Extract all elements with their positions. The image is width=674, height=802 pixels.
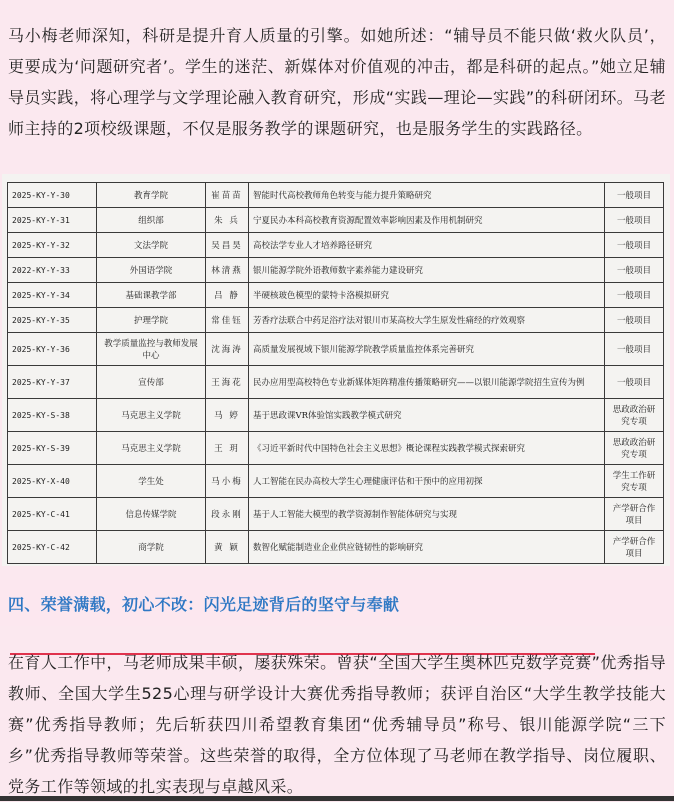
table-row bbox=[8, 233, 664, 258]
cell-dept: 护理学院 bbox=[97, 308, 206, 333]
cell-type: 学生工作研究专项 bbox=[605, 465, 664, 498]
cell-code: 2025-KY-Y-36 bbox=[8, 333, 97, 366]
table-row bbox=[8, 432, 664, 465]
table-row bbox=[8, 366, 664, 399]
cell-dept: 宣传部 bbox=[97, 366, 206, 399]
cell-name: 马小梅 bbox=[206, 465, 249, 498]
table-row bbox=[8, 333, 664, 366]
cell-title: 基于思政课VR体验馆实践教学模式研究 bbox=[249, 399, 605, 432]
cell-code: 2022-KY-Y-33 bbox=[8, 258, 97, 283]
cell-name: 王海花 bbox=[206, 366, 249, 399]
cell-name: 崔苗苗 bbox=[206, 183, 249, 208]
cell-title: 高质量发展视域下银川能源学院教学质量监控体系完善研究 bbox=[249, 333, 605, 366]
cell-type: 一般项目 bbox=[605, 308, 664, 333]
cell-name: 王 玥 bbox=[206, 432, 249, 465]
cell-type: 一般项目 bbox=[605, 183, 664, 208]
cell-code: 2025-KY-Y-34 bbox=[8, 283, 97, 308]
cell-title: 高校法学专业人才培养路径研究 bbox=[249, 233, 605, 258]
cell-dept: 教学质量监控与教师发展中心 bbox=[97, 333, 206, 366]
table-row bbox=[8, 308, 664, 333]
bottom-divider bbox=[0, 796, 674, 801]
cell-title: 智能时代高校教师角色转变与能力提升策略研究 bbox=[249, 183, 605, 208]
table-row bbox=[8, 183, 664, 208]
cell-dept: 信息传媒学院 bbox=[97, 498, 206, 531]
cell-title: 数智化赋能制造业企业供应链韧性的影响研究 bbox=[249, 531, 605, 564]
table-row bbox=[8, 531, 664, 564]
cell-dept: 商学院 bbox=[97, 531, 206, 564]
cell-code: 2025-KY-C-42 bbox=[8, 531, 97, 564]
cell-name: 沈海涛 bbox=[206, 333, 249, 366]
cell-type: 一般项目 bbox=[605, 283, 664, 308]
cell-name: 马 婷 bbox=[206, 399, 249, 432]
cell-name: 常佳钰 bbox=[206, 308, 249, 333]
cell-title: 芳香疗法联合中药足浴疗法对银川市某高校大学生原发性痛经的疗效观察 bbox=[249, 308, 605, 333]
cell-title: 《习近平新时代中国特色社会主义思想》概论课程实践教学模式探索研究 bbox=[249, 432, 605, 465]
cell-type: 思政政治研究专项 bbox=[605, 399, 664, 432]
cell-title: 人工智能在民办高校大学生心理健康评估和干预中的应用初探 bbox=[249, 465, 605, 498]
table-row bbox=[8, 283, 664, 308]
cell-dept: 教育学院 bbox=[97, 183, 206, 208]
cell-dept: 基础课教学部 bbox=[97, 283, 206, 308]
cell-name: 林清燕 bbox=[206, 258, 249, 283]
cell-type: 一般项目 bbox=[605, 233, 664, 258]
table-row bbox=[8, 498, 664, 531]
cell-code: 2025-KY-C-41 bbox=[8, 498, 97, 531]
table-row bbox=[8, 208, 664, 233]
section-heading: 四、荣誉满载，初心不改：闪光足迹背后的坚守与奉献 bbox=[8, 595, 400, 614]
cell-name: 吴昌昊 bbox=[206, 233, 249, 258]
table-row bbox=[8, 258, 664, 283]
cell-type: 产学研合作项目 bbox=[605, 531, 664, 564]
cell-title: 基于人工智能大模型的教学资源制作智能体研究与实现 bbox=[249, 498, 605, 531]
cell-dept: 组织部 bbox=[97, 208, 206, 233]
intro-paragraph: 马小梅老师深知，科研是提升育人质量的引擎。如她所述：“辅导员不能只做‘救火队员’，更要成为‘问题研究者’。学生的迷茫、新媒体对价值观的冲击，都是科研的起点。”她立足辅导员实践，将心理学与文学理论融入教育研究，形成“实践—理论—实践”的科研闭环。马老师主持的2项校级课题，不仅是服务教学的课题研究，也是服务学生的实践路径。 bbox=[8, 26, 666, 138]
cell-code: 2025-KY-Y-30 bbox=[8, 183, 97, 208]
cell-title: 宁夏民办本科高校教育资源配置效率影响因素及作用机制研究 bbox=[249, 208, 605, 233]
cell-dept: 学生处 bbox=[97, 465, 206, 498]
cell-name: 段永刚 bbox=[206, 498, 249, 531]
project-table bbox=[7, 182, 664, 564]
cell-dept: 马克思主义学院 bbox=[97, 432, 206, 465]
honors-paragraph: 在育人工作中，马老师成果丰硕，屡获殊荣。曾获“全国大学生奥林匹克数学竞赛”优秀指导教师、全国大学生525心理与研学设计大赛优秀指导教师；获评自治区“大学生教学技能大赛”优秀指导教师；先后斩获四川希望教育集团“优秀辅导员”称号、银川能源学院“三下乡”优秀指导教师等荣誉。这些荣誉的取得，全方位体现了马老师在教学指导、岗位履职、党务工作等领域的扎实表现与卓越风采。 bbox=[8, 653, 666, 796]
cell-type: 一般项目 bbox=[605, 208, 664, 233]
cell-type: 思政政治研究专项 bbox=[605, 432, 664, 465]
section-heading-bar bbox=[0, 580, 674, 626]
cell-title: 民办应用型高校特色专业新媒体矩阵精准传播策略研究——以银川能源学院招生宣传为例 bbox=[249, 366, 605, 399]
cell-dept: 外国语学院 bbox=[97, 258, 206, 283]
table-row bbox=[8, 465, 664, 498]
cell-code: 2025-KY-X-40 bbox=[8, 465, 97, 498]
cell-code: 2025-KY-Y-32 bbox=[8, 233, 97, 258]
cell-name: 黄 颖 bbox=[206, 531, 249, 564]
cell-code: 2025-KY-S-38 bbox=[8, 399, 97, 432]
table-row bbox=[8, 399, 664, 432]
cell-title: 半硬核玻色模型的蒙特卡洛模拟研究 bbox=[249, 283, 605, 308]
cell-type: 一般项目 bbox=[605, 366, 664, 399]
cell-name: 吕 静 bbox=[206, 283, 249, 308]
cell-dept: 文法学院 bbox=[97, 233, 206, 258]
cell-dept: 马克思主义学院 bbox=[97, 399, 206, 432]
cell-code: 2025-KY-S-39 bbox=[8, 432, 97, 465]
cell-title: 银川能源学院外语教师数字素养能力建设研究 bbox=[249, 258, 605, 283]
cell-code: 2025-KY-Y-37 bbox=[8, 366, 97, 399]
project-list-scan bbox=[2, 174, 670, 566]
cell-code: 2025-KY-Y-35 bbox=[8, 308, 97, 333]
cell-type: 产学研合作项目 bbox=[605, 498, 664, 531]
cell-type: 一般项目 bbox=[605, 333, 664, 366]
cell-type: 一般项目 bbox=[605, 258, 664, 283]
cell-code: 2025-KY-Y-31 bbox=[8, 208, 97, 233]
cell-name: 朱 兵 bbox=[206, 208, 249, 233]
